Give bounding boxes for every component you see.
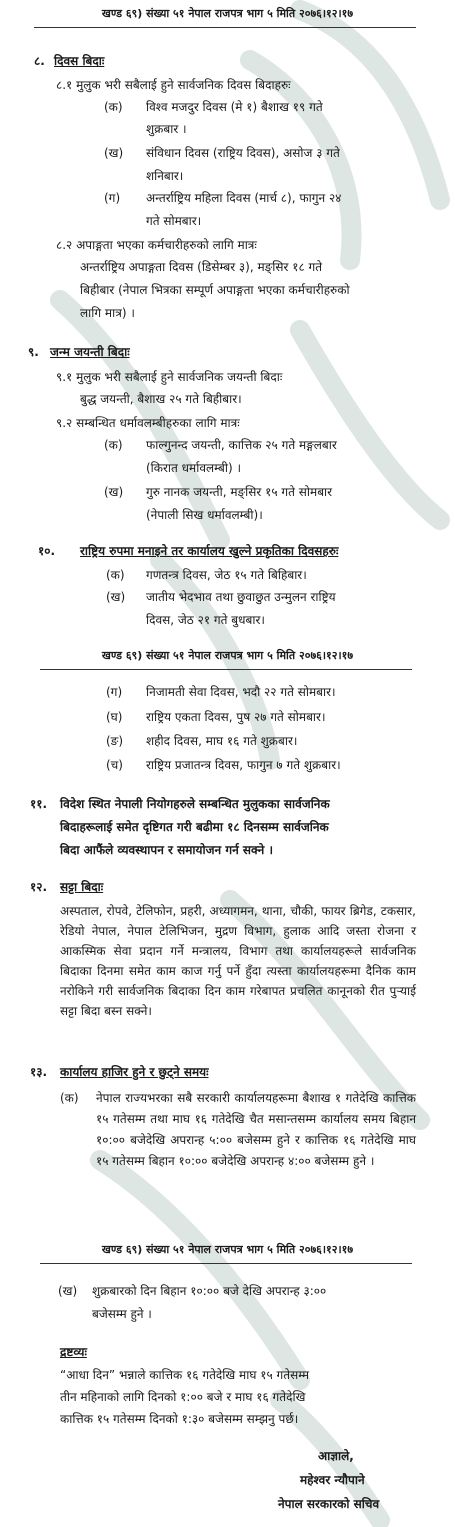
item-marker: (च) — [106, 758, 123, 772]
page-header: खण्ड ६९) संख्या ५१ नेपाल राजपत्र भाग ५ मिति २०७६।१२।१७ — [101, 649, 354, 662]
list-item-line: फाल्गुनन्द जयन्ती, कात्तिक २५ गते मङ्गलबार — [146, 438, 337, 452]
list-item-line: (किरात धर्मावलम्बी) । — [146, 461, 242, 475]
section-8-1-heading: ८.१ मुलुक भरी सबैलाई हुने सार्वजनिक दिवस बिदाहरुः — [56, 78, 291, 92]
item-marker: (ख) — [104, 146, 124, 160]
list-item-line: विश्व मजदुर दिवस (मे १) बैशाख १९ गते — [146, 100, 323, 114]
signature-name: महेश्वर न्यौपाने — [300, 1473, 365, 1487]
list-item-line: शहीद दिवस, माघ १६ गते शुक्रबार। — [146, 734, 298, 748]
list-item-line: राष्ट्रिय प्रजातन्त्र दिवस, फागुन ७ गते शुक्रबार। — [146, 758, 341, 772]
item-marker: (ख) — [106, 590, 126, 604]
section-13-title: कार्यालय हाजिर हुने र छुट्ने समयः — [60, 1065, 209, 1079]
paragraph-line: तीन महिनाको लागि दिनको १:०० बजे र माघ १६ गतेदेखि — [60, 1390, 306, 1404]
list-item-line: बजेसम्म हुने । — [92, 1307, 152, 1321]
paragraph-line: अन्तर्राष्ट्रिय अपाङ्गता दिवस (डिसेम्बर ३), मङ्सिर १८ गते — [80, 260, 323, 274]
paragraph-line: बिदा आफैंले व्यवस्थापन र समायोजन गर्न सक्ने । — [60, 843, 274, 857]
paragraph-line: बिहीबार (नेपाल भित्रका सम्पूर्ण अपाङ्गता भएका कर्मचारीहरुको — [80, 283, 350, 297]
item-marker: (ग) — [106, 685, 123, 699]
list-item-line: दिवस, जेठ २१ गते बुधबार। — [146, 613, 265, 627]
paragraph-line: कात्तिक १५ गतेसम्म दिनको १:३० बजेसम्म सम्झनु पर्छ। — [60, 1412, 299, 1426]
paragraph-line: “आधा दिन” भन्नाले कात्तिक १६ गतेदेखि माघ १५ गतेसम्म — [60, 1368, 310, 1382]
section-10-number: १०. — [38, 544, 56, 558]
section-9-1-heading: ९.१ मुलुक भरी सबैलाई हुने सार्वजनिक जयन्ती बिदाः — [56, 370, 283, 384]
list-item-line: अन्तर्राष्ट्रिय महिला दिवस (मार्च ८), फागुन २४ — [146, 191, 342, 205]
list-item-line: राष्ट्रिय एकता दिवस, पुष २७ गते सोमबार। — [146, 710, 326, 724]
paragraph-line: विदेश स्थित नेपाली नियोगहरुले सम्बन्धित मुलुकका सार्वजनिक — [60, 797, 330, 811]
section-13-number: १३. — [30, 1065, 48, 1079]
list-item-line: शुक्रबार । — [146, 122, 187, 136]
section-9-number: ९. — [28, 345, 39, 359]
header-rule — [34, 27, 416, 28]
section-9-2-heading: ९.२ सम्बन्धित धर्मावलम्बीहरुका लागि मात्रः — [56, 416, 240, 430]
section-8-number: ८. — [34, 54, 45, 68]
item-marker: (ग) — [104, 191, 121, 205]
page-header: खण्ड ६९) संख्या ५१ नेपाल राजपत्र भाग ५ मिति २०७६।१२।१७ — [101, 7, 354, 20]
list-item-line: (नेपाली सिख धर्मावलम्बी)। — [146, 508, 263, 522]
list-item-line: गते सोमबार। — [146, 214, 202, 228]
note-title: द्रष्टव्यः — [60, 1345, 87, 1359]
header-rule — [40, 669, 412, 670]
item-marker: (क) — [106, 568, 125, 582]
list-item-line: संविधान दिवस (राष्ट्रिय दिवस), असोज ३ गते — [146, 146, 340, 160]
section-8-title: दिवस बिदाः — [54, 54, 105, 68]
section-10-title: राष्ट्रिय रुपमा मनाइने तर कार्यालय खुल्ने प्रकृतिका दिवसहरुः — [80, 544, 339, 558]
signature-post: नेपाल सरकारको सचिव — [278, 1497, 380, 1511]
paragraph-line: बुद्ध जयन्ती, बैशाख २५ गते बिहीबार। — [80, 392, 242, 406]
item-marker: (क) — [104, 100, 123, 114]
list-item-line: गुरु नानक जयन्ती, मङ्सिर १५ गते सोमबार — [146, 485, 333, 499]
section-13-ka-body: नेपाल राज्यभरका सबै सरकारी कार्यालयहरूमा बैशाख १ गतेदेखि कात्तिक १५ गतेसम्म तथा माघ १६ गतेदेखि चैत मसान्तसम्म कार्यालय समय बिहान १०:०० बजेदेखि अपरान्ह ५:०० बजेसम्म हुने र कात्तिक १६ गतेदेखि माघ १५ गतेसम्म बिहान १०:०० बजेदेखि अपरान्ह ४:०० बजेसम्म हुने । — [96, 1091, 416, 1168]
list-item-line: जातीय भेदभाव तथा छुवाछुत उन्मुलन राष्ट्रिय — [146, 590, 336, 604]
signature-order: आज्ञाले, — [318, 1449, 354, 1463]
list-item-line: शनिबार। — [146, 169, 184, 183]
list-item-line: निजामती सेवा दिवस, भदौ २२ गते सोमबार। — [146, 685, 336, 699]
section-9-title: जन्म जयन्ती बिदाः — [50, 345, 130, 359]
section-12-body: अस्पताल, रोपवे, टेलिफोन, प्रहरी, अध्यागमन, थाना, चौकी, फायर ब्रिगेड, टकसार, रेडियो नेपाल, नेपाल टेलिभिजन, मुद्रण विभाग, हुलाक आदि जस्ता रोजना र आकस्मिक सेवा प्रदान गर्ने मन्त्रालय, विभाग तथा कार्यालयहरूले सार्वजनिक बिदाका दिनमा समेत काम काज गर्नु पर्ने हुँदा त्यस्ता कार्यालयहरूमा दैनिक काम नरोकिने गरी सार्वजनिक बिदाका दिन काम गरेबापत प्रचलित कानूनको रीत पुऱ्याई सट्टा बिदा बस्न सक्ने। — [60, 904, 416, 1018]
paragraph-line: बिदाहरूलाई समेत दृष्टिगत गरी बढीमा १८ दिनसम्म सार्वजनिक — [60, 820, 329, 834]
section-11-number: ११. — [30, 797, 48, 811]
item-marker: (क) — [104, 438, 123, 452]
item-marker: (ख) — [58, 1284, 78, 1298]
list-item-line: शुक्रबारको दिन बिहान १०:०० बजे देखि अपरान्ह ३:०० — [92, 1284, 327, 1298]
header-rule — [40, 1263, 412, 1264]
item-marker: (ङ) — [106, 734, 124, 748]
item-marker: (घ) — [106, 710, 123, 724]
section-12-title: सट्टा बिदाः — [60, 880, 104, 894]
paragraph-line: लागि मात्र) । — [80, 306, 135, 320]
item-marker: (ख) — [104, 485, 124, 499]
item-marker: (क) — [60, 1091, 79, 1105]
list-item-line: गणतन्त्र दिवस, जेठ १५ गते बिहिबार। — [146, 568, 307, 582]
section-8-2-heading: ८.२ अपाङ्गता भएका कर्मचारीहरुको लागि मात्रः — [56, 238, 257, 252]
section-12-number: १२. — [30, 880, 48, 894]
page-header: खण्ड ६९) संख्या ५१ नेपाल राजपत्र भाग ५ मिति २०७६।१२।१७ — [101, 1243, 354, 1256]
